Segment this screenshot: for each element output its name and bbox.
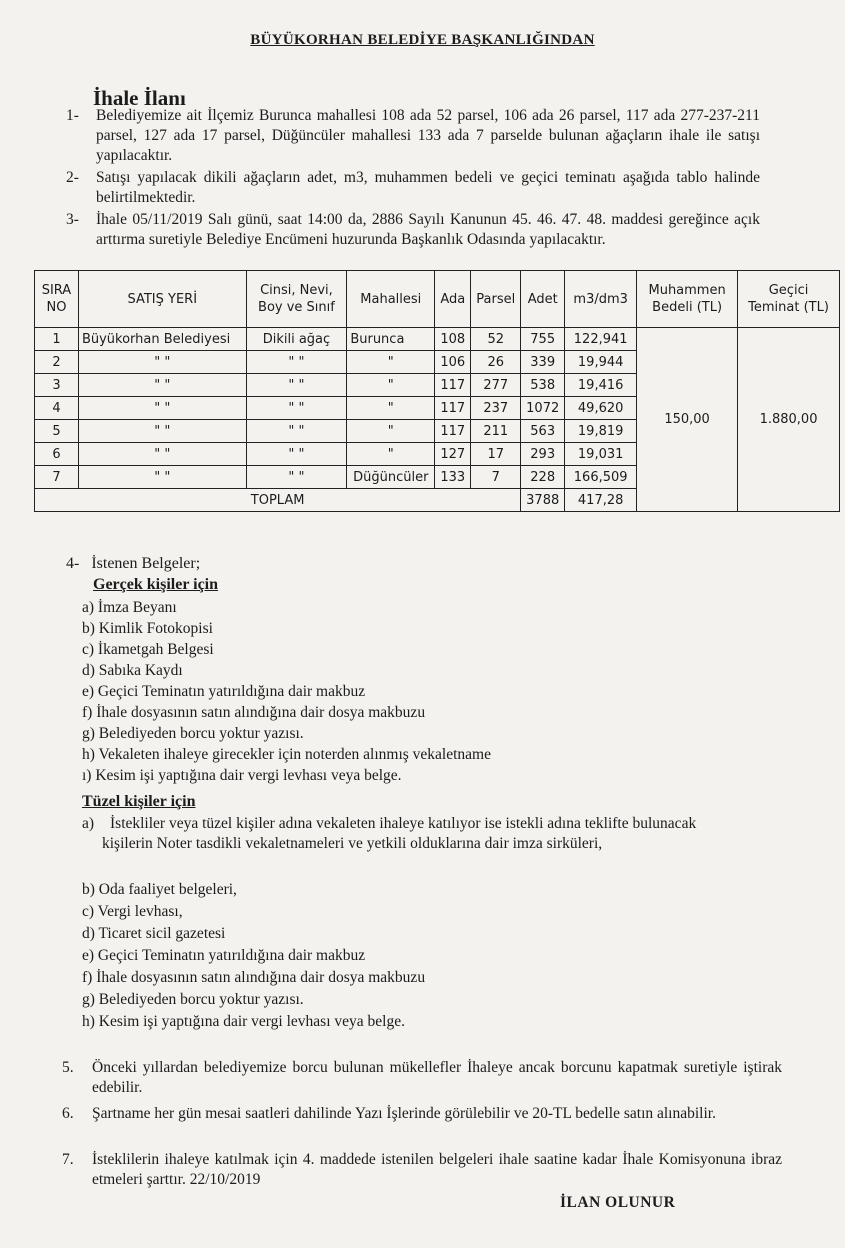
list-item: f) İhale dosyasının satın alındığına dair dosya makbuzu [82,969,426,986]
cell-cinsi: " " [246,443,347,466]
list-item: e) Geçici Teminatın yatırıldığına dair makbuz [82,947,366,964]
cell-parsel: 237 [471,397,521,420]
cell-no: 2 [35,351,79,374]
cell-parsel: 277 [471,374,521,397]
header-ada: Ada [435,271,471,328]
cell-adet: 1072 [521,397,565,420]
header-muhammen: Muhammen Bedeli (TL) [637,271,738,328]
cell-adet: 563 [521,420,565,443]
cell-cinsi: Dikili ağaç [246,328,347,351]
item-text: Önceki yıllardan belediyemize borcu bulunan mükellefler İhaleye ancak borcunu kapatmak suretiyle iştirak edebilir. [92,1059,782,1096]
real-persons-heading: Gerçek kişiler için [93,576,219,593]
legal-persons-heading: Tüzel kişiler için [82,793,196,810]
cell-no: 4 [35,397,79,420]
cell-m3: 19,031 [565,443,637,466]
header-parsel: Parsel [471,271,521,328]
cell-satis-yeri: " " [78,420,246,443]
header-teminat: Geçici Teminat (TL) [738,271,840,328]
cell-parsel: 211 [471,420,521,443]
cell-ada: 106 [435,351,471,374]
outro-item-6 [62,1104,782,1146]
cell-mahalle: Burunca [347,328,435,351]
cell-adet: 538 [521,374,565,397]
item-number: 5. [62,1059,74,1076]
header-adet: Adet [521,271,565,328]
intro-item-2 [66,168,760,210]
list-item: b) Kimlik Fotokopisi [82,620,213,637]
cell-satis-yeri: " " [78,466,246,489]
cell-mahalle: " [347,351,435,374]
document-title: İhale İlanı [93,86,186,110]
list-item: h) Vekaleten ihaleye girecekler için noterden alınmış vekaletname [82,746,491,763]
cell-no: 7 [35,466,79,489]
header-sira-no: SIRA NO [35,271,79,328]
cell-satis-yeri: Büyükorhan Belediyesi [78,328,246,351]
item-number: 2- [66,169,79,186]
header-cinsi: Cinsi, Nevi, Boy ve Sınıf [246,271,347,328]
list-item: h) Kesim işi yaptığına dair vergi levhası veya belge. [82,1013,405,1030]
cell-cinsi: " " [246,351,347,374]
item-number: 4- [66,555,80,572]
cell-cinsi: " " [246,420,347,443]
cell-m3: 49,620 [565,397,637,420]
item-letter: a) [82,815,95,832]
cell-mahalle: " [347,374,435,397]
intro-item-3 [66,210,760,272]
cell-ada: 117 [435,374,471,397]
item-text: Belediyemize ait İlçemiz Burunca mahallesi 108 ada 52 parsel, 106 ada 26 parsel, 117 ada 277-237-211 parsel, 127 ada 17 parsel, Düğüncüler mahallesi 133 ada 7 parselde bulunan ağaçların ihale ile satışı yapılacaktır. [96,107,760,164]
list-item: f) İhale dosyasının satın alındığına dair dosya makbuzu [82,704,426,721]
item-text: Şartname her gün mesai saatleri dahilinde Yazı İşlerinde görülebilir ve 20-TL bedelle satın alınabilir. [92,1105,716,1122]
cell-parsel: 26 [471,351,521,374]
cell-no: 5 [35,420,79,443]
cell-adet: 755 [521,328,565,351]
cell-cinsi: " " [246,397,347,420]
outro-item-7 [62,1150,782,1192]
tender-table [34,270,840,512]
item-text: İstenen Belgeler; [91,555,201,572]
cell-cinsi: " " [246,466,347,489]
page-header: BÜYÜKORHAN BELEDİYE BAŞKANLIĞINDAN [250,32,595,48]
cell-parsel: 17 [471,443,521,466]
table-header-row [35,271,840,328]
cell-satis-yeri: " " [78,443,246,466]
item-number: 7. [62,1151,74,1168]
header-m3: m3/dm3 [565,271,637,328]
cell-mahalle: " [347,397,435,420]
item-number: 1- [66,107,79,124]
total-label: TOPLAM [35,489,521,512]
list-item: e) Geçici Teminatın yatırıldığına dair makbuz [82,683,366,700]
cell-satis-yeri: " " [78,397,246,420]
total-m3: 417,28 [565,489,637,512]
cell-gecici-teminat: 1.880,00 [738,328,840,512]
cell-satis-yeri: " " [78,351,246,374]
item-text: İhale 05/11/2019 Salı günü, saat 14:00 da, 2886 Sayılı Kanunun 45. 46. 47. 48. maddesi gereğince açık arttırma suretiyle Belediye Encümeni huzurunda Başkanlık Odasında yapılacaktır. [96,211,760,248]
item-text: İsteklilerin ihaleye katılmak için 4. maddede istenilen belgeleri ihale saatine kadar İhale Komisyonuna ibraz etmeleri şarttır. 22/10/2019 [92,1151,782,1188]
required-docs-heading [66,554,200,574]
item-text: İstekliler veya tüzel kişiler adına vekaleten ihaleye katılıyor ise istekli adına teklifte bulunacak kişilerin Noter tasdikli vekaletnameleri ve yetkili olduklarına dair imza sirküleri, [102,815,697,852]
header-satis-yeri: SATIŞ YERİ [78,271,246,328]
list-item: d) Sabıka Kaydı [82,662,183,679]
list-item: b) Oda faaliyet belgeleri, [82,881,237,898]
list-item: g) Belediyeden borcu yoktur yazısı. [82,725,304,742]
header-mahallesi: Mahallesi [347,271,435,328]
item-text: Satışı yapılacak dikili ağaçların adet, m3, muhammen bedeli ve geçici teminatı aşağıda tablo halinde belirtilmektedir. [96,169,760,206]
intro-item-1 [66,106,760,168]
cell-ada: 127 [435,443,471,466]
table-row [35,328,840,351]
cell-no: 6 [35,443,79,466]
cell-ada: 133 [435,466,471,489]
list-item: d) Ticaret sicil gazetesi [82,925,226,942]
cell-m3: 19,819 [565,420,637,443]
cell-m3: 19,944 [565,351,637,374]
cell-parsel: 52 [471,328,521,351]
outro-item-5 [62,1058,782,1100]
cell-mahalle: Düğüncüler [347,466,435,489]
cell-adet: 293 [521,443,565,466]
cell-satis-yeri: " " [78,374,246,397]
list-item: g) Belediyeden borcu yoktur yazısı. [82,991,304,1008]
cell-m3: 19,416 [565,374,637,397]
list-item: ı) Kesim işi yaptığına dair vergi levhası veya belge. [82,767,402,784]
list-item: a) İmza Beyanı [82,599,177,616]
cell-mahalle: " [347,420,435,443]
cell-ada: 108 [435,328,471,351]
list-item: c) İkametgah Belgesi [82,641,214,658]
cell-muhammen-bedeli: 150,00 [637,328,738,512]
cell-no: 3 [35,374,79,397]
cell-no: 1 [35,328,79,351]
cell-parsel: 7 [471,466,521,489]
cell-adet: 228 [521,466,565,489]
total-adet: 3788 [521,489,565,512]
list-item: c) Vergi levhası, [82,903,183,920]
cell-cinsi: " " [246,374,347,397]
cell-m3: 122,941 [565,328,637,351]
cell-m3: 166,509 [565,466,637,489]
cell-adet: 339 [521,351,565,374]
cell-ada: 117 [435,420,471,443]
closing-statement: İLAN OLUNUR [560,1194,676,1211]
item-number: 6. [62,1105,74,1122]
item-number: 3- [66,211,79,228]
cell-mahalle: " [347,443,435,466]
list-item [82,814,762,876]
cell-ada: 117 [435,397,471,420]
